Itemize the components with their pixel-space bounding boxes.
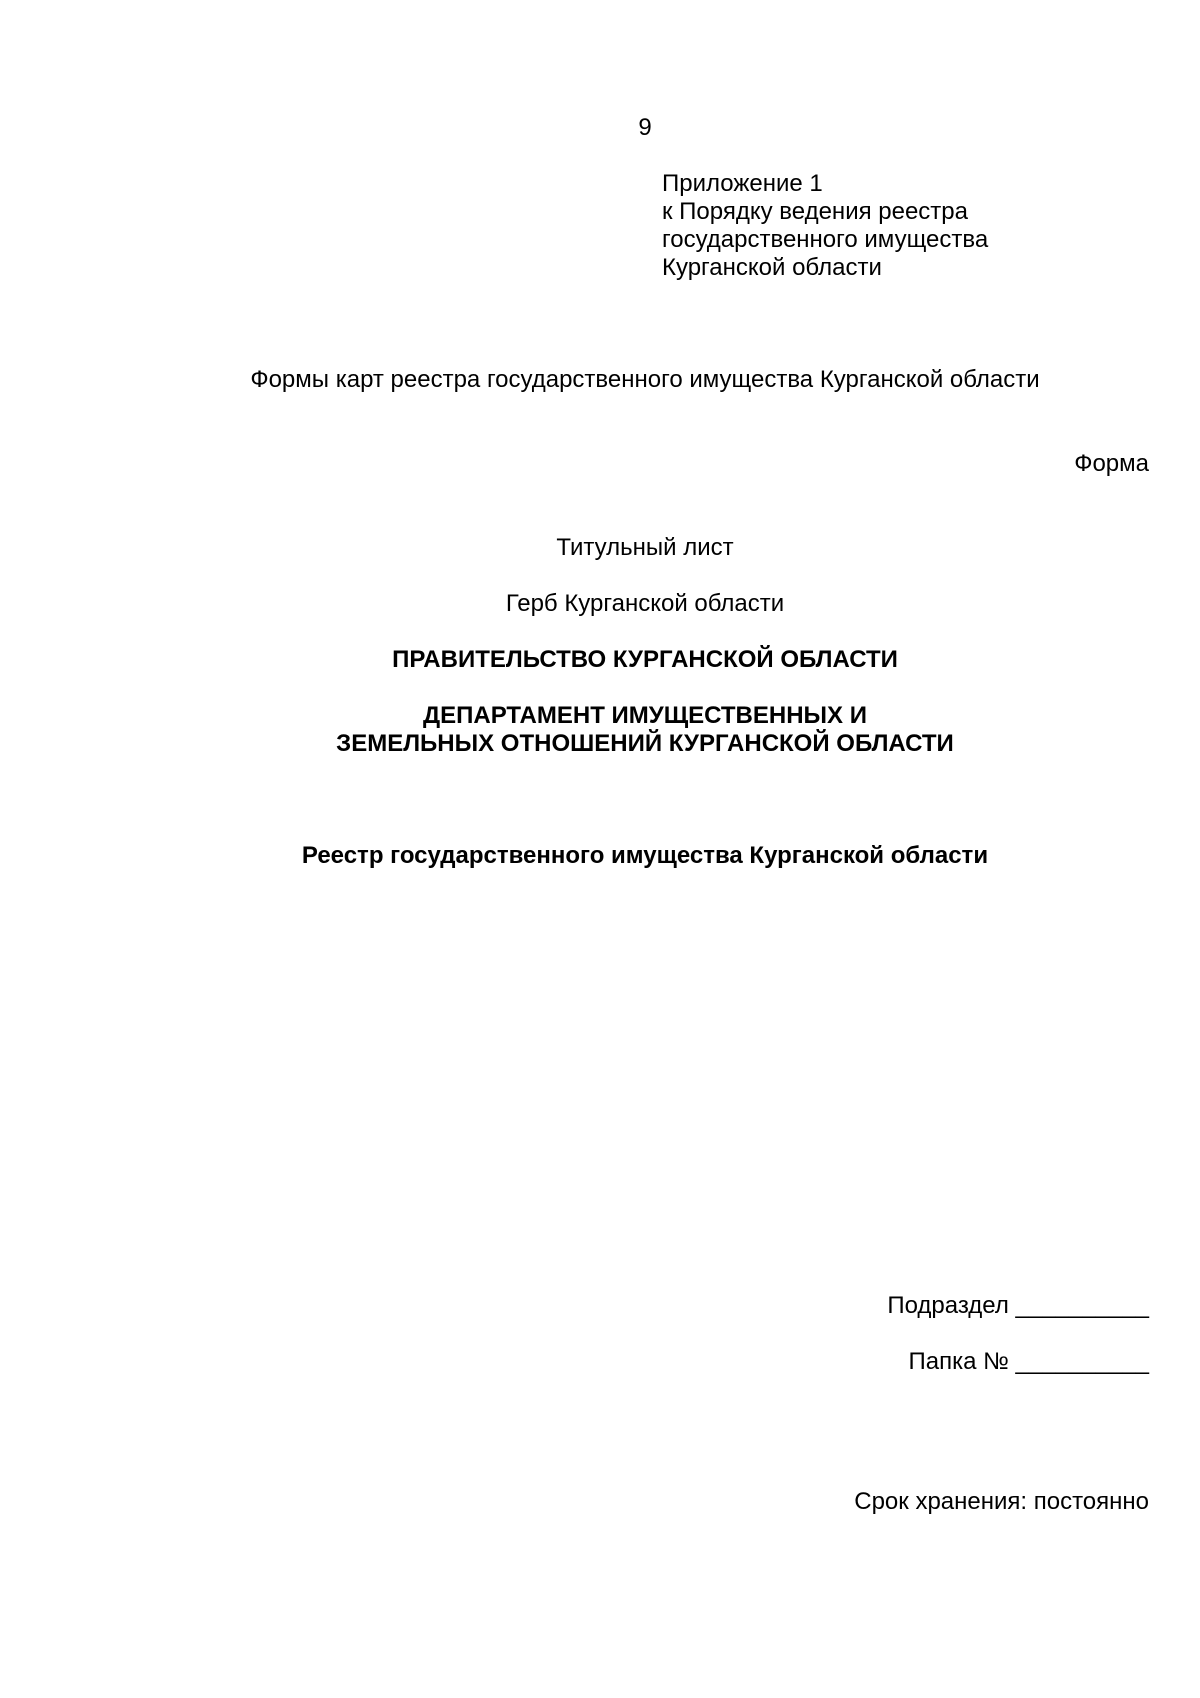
appendix-block [662, 170, 988, 282]
appendix-line: Приложение 1 [662, 170, 823, 197]
title-sheet-heading: Титульный лист [556, 534, 734, 561]
folder-number-field: Папка № __________ [908, 1348, 1149, 1375]
appendix-line: к Порядку ведения реестра [662, 198, 968, 225]
appendix-line: Курганской области [662, 254, 882, 281]
appendix-line: государственного имущества [662, 226, 989, 253]
department-heading-line2: ЗЕМЕЛЬНЫХ ОТНОШЕНИЙ КУРГАНСКОЙ ОБЛАСТИ [336, 730, 954, 757]
government-heading: ПРАВИТЕЛЬСТВО КУРГАНСКОЙ ОБЛАСТИ [392, 646, 898, 673]
department-heading-line1: ДЕПАРТАМЕНТ ИМУЩЕСТВЕННЫХ И [423, 702, 867, 729]
coat-of-arms-placeholder: Герб Курганской области [505, 590, 785, 617]
forms-title: Формы карт реестра государственного имущества Курганской области [250, 366, 1040, 393]
registry-title: Реестр государственного имущества Курганской области [301, 842, 989, 869]
form-label: Форма [1074, 450, 1149, 477]
page-number: 9 [638, 114, 652, 141]
retention-period: Срок хранения: постоянно [854, 1488, 1149, 1515]
subsection-field: Подраздел __________ [887, 1292, 1149, 1319]
